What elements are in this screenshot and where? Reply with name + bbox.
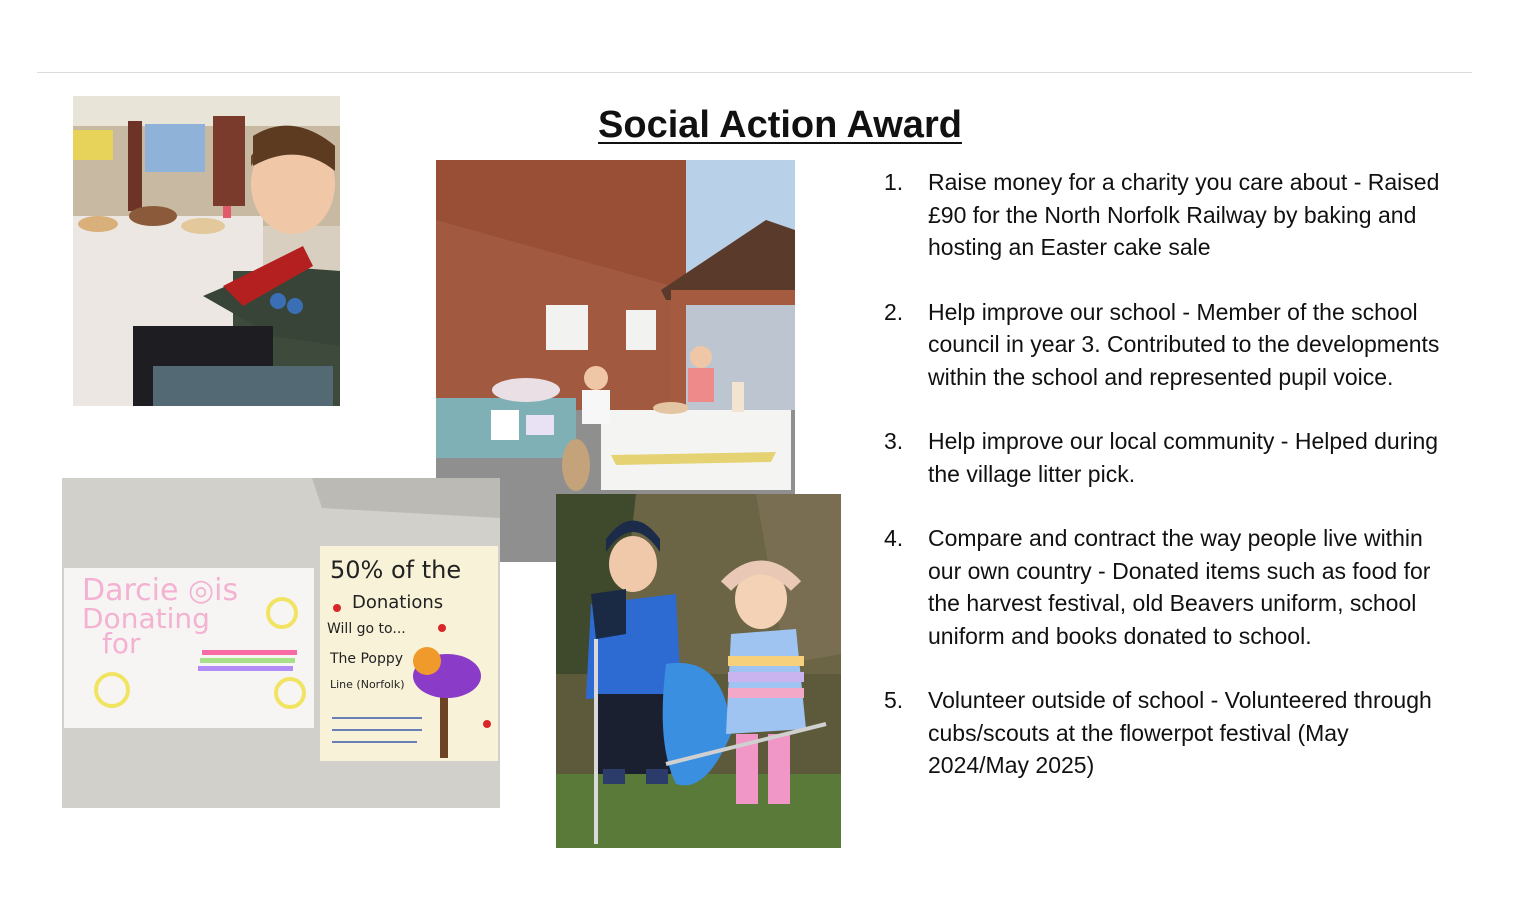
list-number: 2. — [884, 298, 904, 325]
list-text: Help improve our local community - Helped during the village litter pick. — [928, 428, 1439, 487]
list-number: 5. — [884, 687, 904, 713]
photo-litter-pick-icon — [556, 494, 841, 848]
list-text: Compare and contract the way people live within our own country - Donated items such as food for the harvest festival, old Beavers uniform, school uniform and books donated to school. — [928, 525, 1431, 649]
photo-cake-sale-indoor — [73, 96, 340, 406]
list-text: Volunteer outside of school - Volunteered through cubs/scouts at the flowerpot festival (May 2024/May 2025) — [928, 687, 1432, 778]
poster-left-line2: Donating — [82, 602, 210, 635]
list-item — [884, 522, 1444, 652]
header-divider — [37, 72, 1472, 73]
list-number: 3. — [884, 428, 904, 454]
list-item — [884, 166, 1444, 264]
photo-litter-pick — [556, 494, 841, 848]
poster-right-line2: Donations — [352, 592, 444, 613]
poster-right-line5: Line (Norfolk) — [330, 678, 405, 691]
poster-left-line3: for — [102, 627, 141, 660]
list-text: Raise money for a charity you care about - Raised £90 for the North Norfolk Railway by baking and hosting an Easter cake sale — [928, 169, 1440, 260]
poster-right-line1: 50% of the — [330, 556, 462, 584]
list-item — [884, 425, 1444, 490]
list-item — [884, 296, 1444, 394]
poster-left-line1: Darcie ◎is — [82, 573, 239, 608]
photo-boy-cake-sale-icon — [73, 96, 340, 406]
list-text: Help improve our school - Member of the school council in year 3. Contributed to the developments within the school and represented pupil voice. — [928, 298, 1440, 390]
photo-donation-posters — [62, 478, 500, 808]
award-activity-list — [884, 166, 1444, 782]
list-number: 4. — [884, 525, 904, 551]
photo-handmade-posters-icon — [62, 478, 500, 808]
poster-right-line4: The Poppy — [330, 651, 404, 667]
list-number: 1. — [884, 169, 904, 195]
page-title: Social Action Award — [598, 104, 962, 146]
list-item — [884, 684, 1444, 782]
poster-right-line3: Will go to... — [327, 621, 406, 637]
